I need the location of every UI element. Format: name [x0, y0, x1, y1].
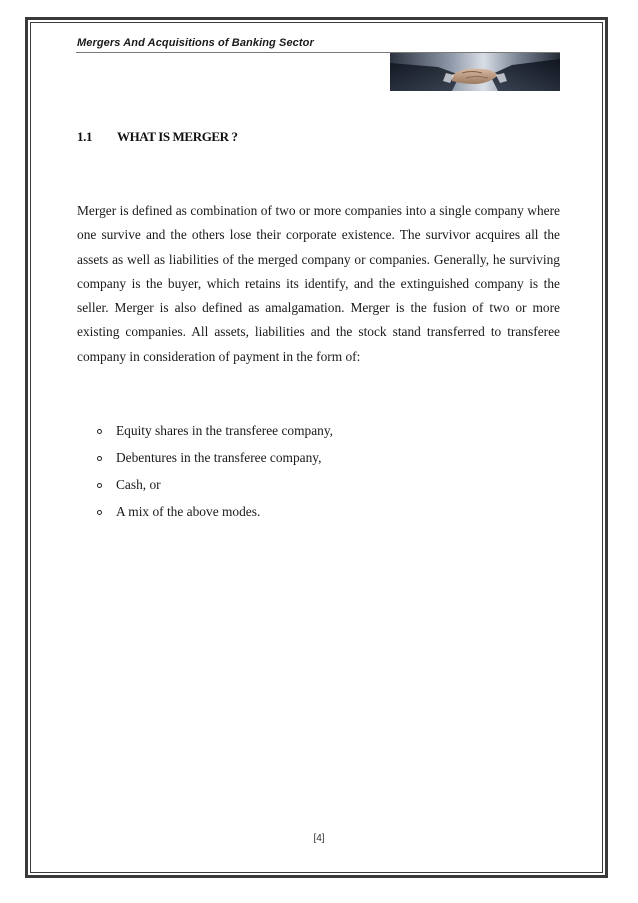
section-number: 1.1 — [77, 129, 93, 144]
list-item — [77, 446, 560, 473]
list-item-text: A mix of the above modes. — [116, 504, 261, 519]
section-heading — [77, 129, 238, 145]
list-item — [77, 473, 560, 500]
body-paragraph: Merger is defined as combination of two or more companies into a single company where one survive and the others lose their corporate existence. The survivor acquires all the assets as well as liabilities of the merged company or companies. Generally, he surviving company is the buyer, which retains its identify, and the extinguished company is the seller. Merger is also defined as amalgamation. Merger is the fusion of two or more existing companies. All assets, liabilities and the stock stand transferred to transferee company in consideration of payment in the form of: — [77, 203, 560, 364]
list-item — [77, 419, 560, 446]
list-item-text: Equity shares in the transferee company, — [116, 423, 334, 438]
bullet-icon — [97, 456, 102, 461]
list-item-text: Cash, or — [116, 477, 161, 492]
bullet-icon — [97, 429, 102, 434]
payment-forms-list — [77, 419, 560, 527]
list-item — [77, 500, 560, 527]
list-item-text: Debentures in the transferee company, — [116, 450, 322, 465]
page-number: [4] — [313, 833, 325, 844]
bullet-icon — [97, 510, 102, 515]
bullet-icon — [97, 483, 102, 488]
section-title: WHAT IS MERGER ? — [117, 129, 238, 144]
running-header-title: Mergers And Acquisitions of Banking Sector — [77, 37, 314, 49]
handshake-image — [390, 53, 560, 91]
